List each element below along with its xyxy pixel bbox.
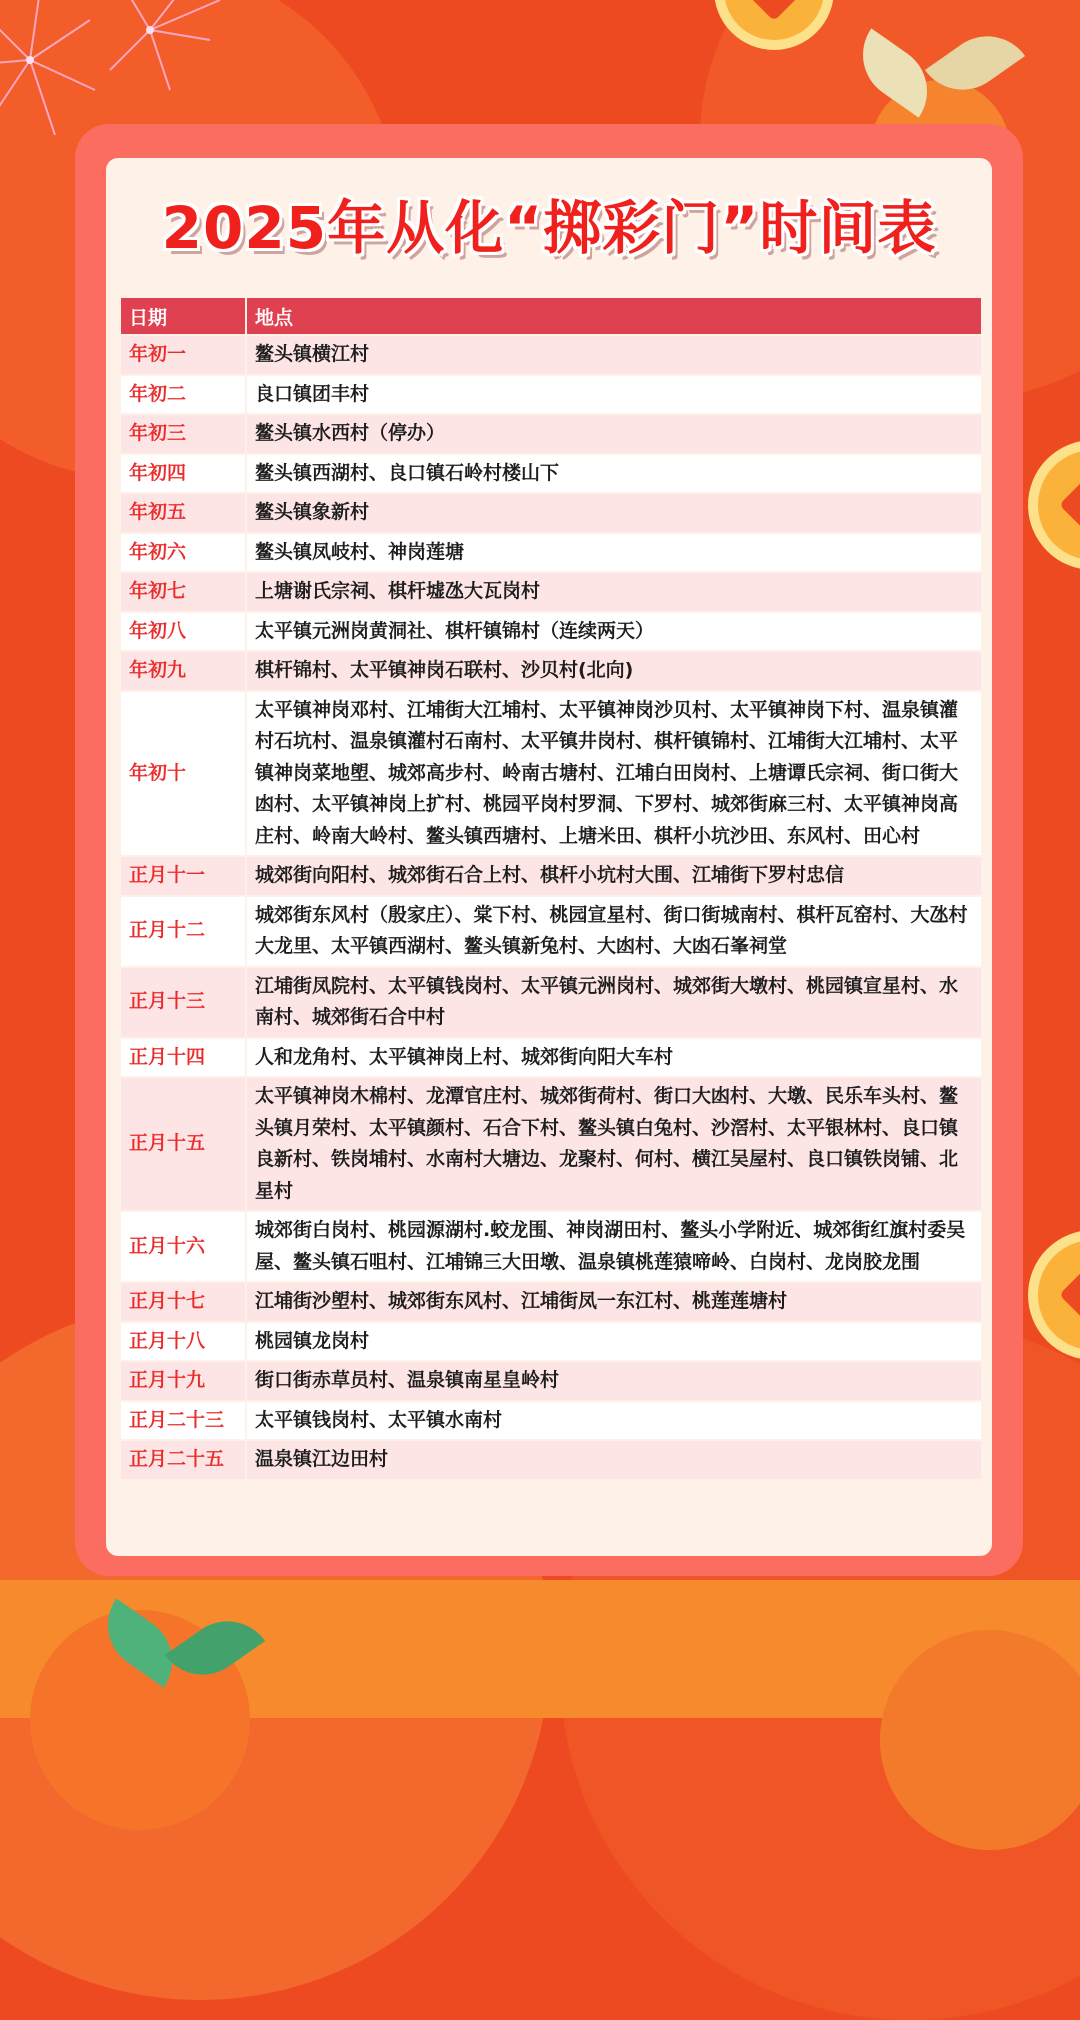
place-cell: 太平镇神岗邓村、江埔街大江埔村、太平镇神岗沙贝村、太平镇神岗下村、温泉镇灌村石坑村、温泉镇灌村石南村、太平镇井岗村、棋杆镇锦村、江埔街大江埔村、太平镇神岗菜地塱、城郊高步村、岭南古塘村、江埔白田岗村、上塘谭氏宗祠、街口街大凼村、太平镇神岗上扩村、桃园平岗村罗洞、下罗村、城郊街麻三村、太平镇神岗高庄村、岭南大岭村、鳌头镇西塘村、上塘米田、棋杆小坑沙田、东风村、田心村 [247,692,981,856]
date-cell: 年初五 [121,494,245,532]
table-row [121,494,981,532]
column-header-place: 地点 [247,298,981,334]
date-cell: 正月十七 [121,1283,245,1321]
table-row [121,534,981,572]
place-cell: 鳌头镇横江村 [247,336,981,374]
place-cell: 城郊街向阳村、城郊街石合上村、棋杆小坑村大围、江埔街下罗村忠信 [247,857,981,895]
coin-decoration-icon [1028,1230,1080,1360]
date-cell: 年初七 [121,573,245,611]
table-row [121,1402,981,1440]
table-row [121,376,981,414]
date-cell: 年初九 [121,652,245,690]
table-row [121,1078,981,1210]
place-cell: 城郊街白岗村、桃园源湖村.蛟龙围、神岗湖田村、鳌头小学附近、城郊街红旗村委吴屋、鳌头镇石咀村、江埔锦三大田墩、温泉镇桃莲猿啼岭、白岗村、龙岗胶龙围 [247,1212,981,1281]
place-cell: 上塘谢氏宗祠、棋杆墟氹大瓦岗村 [247,573,981,611]
table-row [121,897,981,966]
page-title: 2025年从化“掷彩门”时间表 [161,194,937,262]
place-cell: 太平镇神岗木棉村、龙潭官庄村、城郊街荷村、街口大凼村、大墩、民乐车头村、鳌头镇月荣村、太平镇颜村、石合下村、鳌头镇白兔村、沙滘村、太平银林村、良口镇良新村、铁岗埔村、水南村大塘边、龙聚村、何村、横江吴屋村、良口镇铁岗铺、北星村 [247,1078,981,1210]
place-cell: 棋杆锦村、太平镇神岗石联村、沙贝村(北向) [247,652,981,690]
date-cell: 正月十六 [121,1212,245,1281]
date-cell: 年初一 [121,336,245,374]
date-cell: 正月十九 [121,1362,245,1400]
table-header-row [121,298,981,334]
place-cell: 城郊街东风村（殷家庄）、棠下村、桃园宣星村、街口街城南村、棋杆瓦窑村、大氹村大龙里、太平镇西湖村、鳌头镇新兔村、大凼村、大凼石峯祠堂 [247,897,981,966]
table-row [121,1283,981,1321]
column-header-date: 日期 [121,298,245,334]
table-row [121,968,981,1037]
table-row [121,415,981,453]
date-cell: 正月十八 [121,1323,245,1361]
schedule-table [119,296,983,1481]
date-cell: 正月二十三 [121,1402,245,1440]
table-row [121,857,981,895]
place-cell: 良口镇团丰村 [247,376,981,414]
date-cell: 正月十三 [121,968,245,1037]
date-cell: 正月十五 [121,1078,245,1210]
place-cell: 鳌头镇凤岐村、神岗莲塘 [247,534,981,572]
date-cell: 年初十 [121,692,245,856]
table-row [121,573,981,611]
coin-decoration-icon [1028,440,1080,570]
date-cell: 年初八 [121,613,245,651]
date-cell: 年初四 [121,455,245,493]
place-cell: 江埔街沙塱村、城郊街东风村、江埔街凤一东江村、桃莲莲塘村 [247,1283,981,1321]
table-row [121,613,981,651]
place-cell: 桃园镇龙岗村 [247,1323,981,1361]
place-cell: 街口街赤草员村、温泉镇南星皇岭村 [247,1362,981,1400]
place-cell: 鳌头镇水西村（停办） [247,415,981,453]
date-cell: 正月二十五 [121,1441,245,1479]
table-row [121,1212,981,1281]
place-cell: 鳌头镇西湖村、良口镇石岭村楼山下 [247,455,981,493]
date-cell: 年初三 [121,415,245,453]
table-row [121,1362,981,1400]
place-cell: 温泉镇江边田村 [247,1441,981,1479]
date-cell: 年初六 [121,534,245,572]
table-row [121,1441,981,1479]
table-row [121,652,981,690]
table-row [121,336,981,374]
place-cell: 太平镇钱岗村、太平镇水南村 [247,1402,981,1440]
place-cell: 人和龙角村、太平镇神岗上村、城郊街向阳大车村 [247,1039,981,1077]
place-cell: 鳌头镇象新村 [247,494,981,532]
table-row [121,692,981,856]
table-body [121,336,981,1479]
table-row [121,1039,981,1077]
table-row [121,455,981,493]
place-cell: 太平镇元洲岗黄洞社、棋杆镇锦村（连续两天） [247,613,981,651]
table-row [121,1323,981,1361]
date-cell: 正月十二 [121,897,245,966]
date-cell: 正月十四 [121,1039,245,1077]
place-cell: 江埔街凤院村、太平镇钱岗村、太平镇元洲岗村、城郊街大墩村、桃园镇宣星村、水南村、城郊街石合中村 [247,968,981,1037]
date-cell: 正月十一 [121,857,245,895]
date-cell: 年初二 [121,376,245,414]
